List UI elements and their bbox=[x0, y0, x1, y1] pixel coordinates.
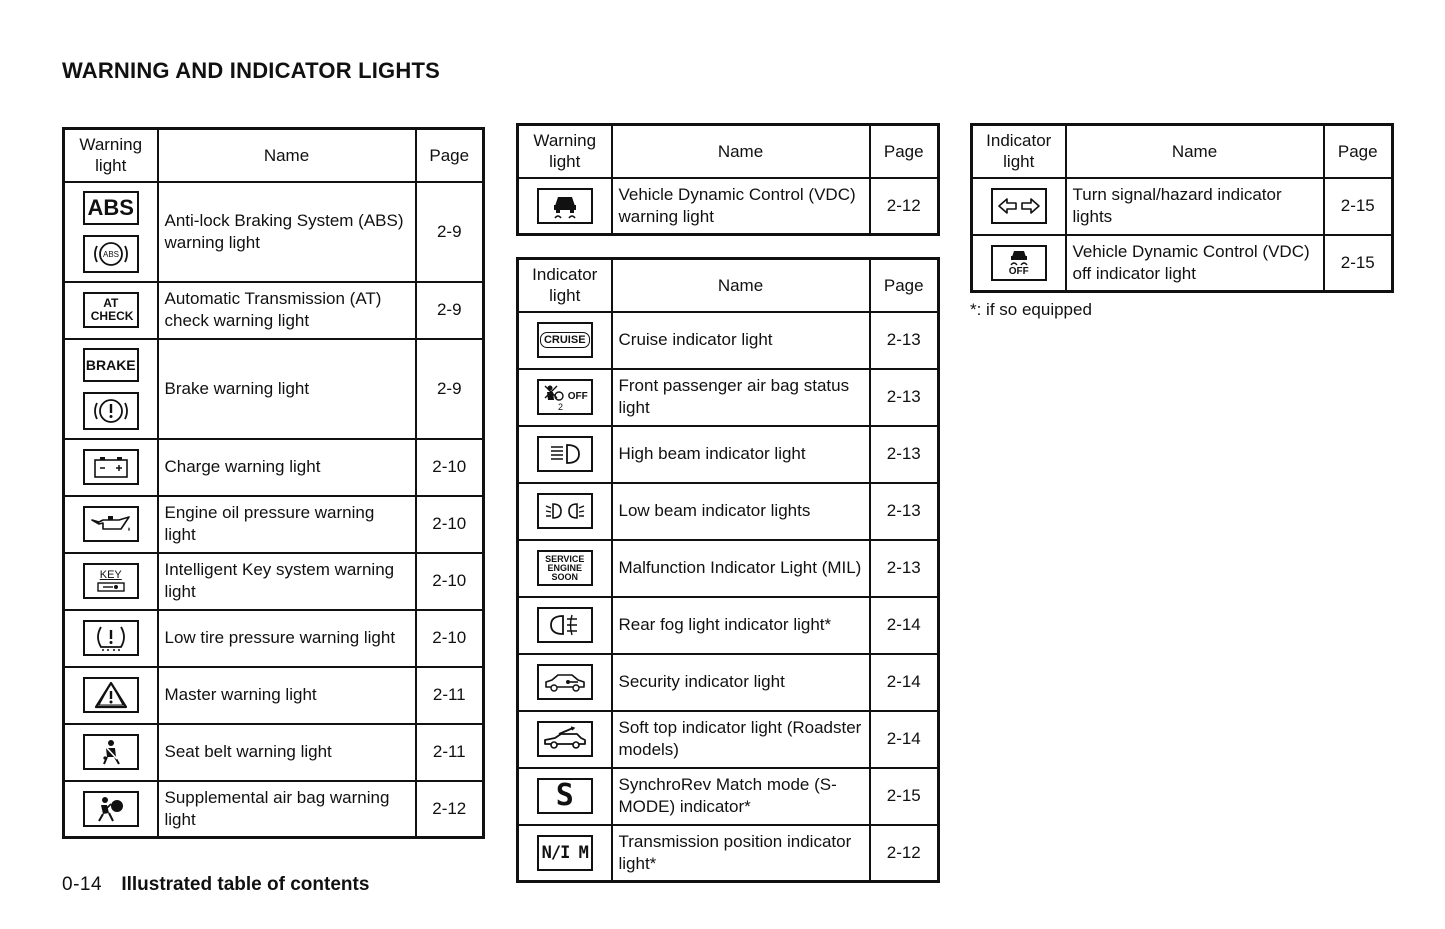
row-page: 2-10 bbox=[416, 553, 484, 610]
s-mode-icon: S bbox=[537, 778, 593, 814]
row-name: Low beam indicator lights bbox=[612, 483, 870, 540]
header-name: Name bbox=[612, 125, 870, 178]
row-name: Seat belt warning light bbox=[158, 724, 416, 781]
row-page: 2-12 bbox=[416, 781, 484, 838]
row-page: 2-9 bbox=[416, 282, 484, 339]
row-name: Intelligent Key system warning light bbox=[158, 553, 416, 610]
table-row bbox=[972, 178, 1393, 235]
table-row bbox=[64, 553, 484, 610]
oil-can-icon bbox=[83, 506, 139, 542]
warning-lights-table bbox=[62, 127, 485, 839]
header-indicator-light: Indicator light bbox=[972, 125, 1066, 178]
row-name: Rear fog light indicator light* bbox=[612, 597, 870, 654]
key-icon: KEY bbox=[83, 563, 139, 599]
row-name: Anti-lock Braking System (ABS) warning light bbox=[158, 182, 416, 282]
turn-signal-icon bbox=[991, 188, 1047, 224]
row-name: Supplemental air bag warning light bbox=[158, 781, 416, 838]
header-warning-light: Warning light bbox=[518, 125, 612, 178]
table-row bbox=[518, 369, 939, 426]
table-row bbox=[64, 182, 484, 282]
row-name: Vehicle Dynamic Control (VDC) warning light bbox=[612, 178, 870, 235]
row-name: Charge warning light bbox=[158, 439, 416, 496]
row-page: 2-11 bbox=[416, 724, 484, 781]
low-beam-icon bbox=[537, 493, 593, 529]
table-header-row bbox=[972, 125, 1393, 178]
transmission-position-icon: N/I M bbox=[537, 835, 593, 871]
row-name: Master warning light bbox=[158, 667, 416, 724]
row-name: Engine oil pressure warning light bbox=[158, 496, 416, 553]
row-name: Turn signal/hazard indicator lights bbox=[1066, 178, 1324, 235]
row-page: 2-13 bbox=[870, 483, 939, 540]
table-row bbox=[64, 496, 484, 553]
service-engine-soon-icon: SERVICE ENGINE SOON bbox=[537, 550, 593, 586]
row-page: 2-9 bbox=[416, 339, 484, 439]
table-row bbox=[518, 483, 939, 540]
table-row bbox=[972, 235, 1393, 292]
row-name: Front passenger air bag status light bbox=[612, 369, 870, 426]
page-number: 0-14 bbox=[62, 874, 103, 895]
row-name: Malfunction Indicator Light (MIL) bbox=[612, 540, 870, 597]
master-warning-icon bbox=[83, 677, 139, 713]
brake-text-icon: BRAKE bbox=[83, 348, 139, 382]
row-page: 2-13 bbox=[870, 369, 939, 426]
page-footer bbox=[62, 874, 369, 896]
row-name: High beam indicator light bbox=[612, 426, 870, 483]
header-page: Page bbox=[1324, 125, 1393, 178]
row-name: Soft top indicator light (Roadster models) bbox=[612, 711, 870, 768]
header-page: Page bbox=[870, 125, 939, 178]
footnote: *: if so equipped bbox=[970, 300, 1092, 319]
indicator-lights-table-2 bbox=[970, 123, 1394, 293]
header-warning-light: Warning light bbox=[64, 129, 158, 182]
row-page: 2-13 bbox=[870, 312, 939, 369]
page-title: WARNING AND INDICATOR LIGHTS bbox=[62, 58, 440, 83]
row-page: 2-11 bbox=[416, 667, 484, 724]
rear-fog-icon bbox=[537, 607, 593, 643]
at-check-icon: AT CHECK bbox=[83, 292, 139, 328]
table-row bbox=[518, 178, 939, 235]
vdc-icon bbox=[537, 188, 593, 224]
row-page: 2-15 bbox=[1324, 178, 1393, 235]
row-name: Security indicator light bbox=[612, 654, 870, 711]
row-page: 2-13 bbox=[870, 540, 939, 597]
row-page: 2-9 bbox=[416, 182, 484, 282]
row-name: Vehicle Dynamic Control (VDC) off indicator light bbox=[1066, 235, 1324, 292]
table-row bbox=[518, 312, 939, 369]
table-header-row bbox=[518, 259, 939, 312]
row-page: 2-14 bbox=[870, 711, 939, 768]
vdc-off-icon: OFF bbox=[991, 245, 1047, 281]
svg-text:2: 2 bbox=[557, 402, 563, 412]
header-name: Name bbox=[612, 259, 870, 312]
seat-belt-icon bbox=[83, 734, 139, 770]
row-name: SynchroRev Match mode (S-MODE) indicator* bbox=[612, 768, 870, 825]
table-row bbox=[64, 282, 484, 339]
row-page: 2-10 bbox=[416, 610, 484, 667]
soft-top-icon bbox=[537, 721, 593, 757]
tire-pressure-icon bbox=[83, 620, 139, 656]
table-row bbox=[64, 781, 484, 838]
row-page: 2-15 bbox=[1324, 235, 1393, 292]
table-row bbox=[64, 439, 484, 496]
row-name: Low tire pressure warning light bbox=[158, 610, 416, 667]
row-name: Automatic Transmission (AT) check warning light bbox=[158, 282, 416, 339]
table-row bbox=[518, 825, 939, 882]
row-page: 2-10 bbox=[416, 439, 484, 496]
table-header-row bbox=[64, 129, 484, 182]
table-row bbox=[64, 724, 484, 781]
vdc-warning-table bbox=[516, 123, 940, 236]
passenger-airbag-off-icon: 2 OFF bbox=[537, 379, 593, 415]
table-row bbox=[518, 768, 939, 825]
security-car-icon bbox=[537, 664, 593, 700]
row-page: 2-15 bbox=[870, 768, 939, 825]
table-row bbox=[518, 597, 939, 654]
table-row bbox=[64, 610, 484, 667]
row-page: 2-13 bbox=[870, 426, 939, 483]
row-name: Brake warning light bbox=[158, 339, 416, 439]
svg-text:ABS: ABS bbox=[102, 249, 119, 259]
row-name: Transmission position indicator light* bbox=[612, 825, 870, 882]
table-row bbox=[518, 654, 939, 711]
high-beam-icon bbox=[537, 436, 593, 472]
table-row bbox=[518, 711, 939, 768]
header-name: Name bbox=[158, 129, 416, 182]
row-name: Cruise indicator light bbox=[612, 312, 870, 369]
header-indicator-light: Indicator light bbox=[518, 259, 612, 312]
battery-icon bbox=[83, 449, 139, 485]
row-page: 2-10 bbox=[416, 496, 484, 553]
row-page: 2-12 bbox=[870, 825, 939, 882]
brake-circle-icon bbox=[83, 392, 139, 430]
header-page: Page bbox=[416, 129, 484, 182]
table-row bbox=[518, 426, 939, 483]
row-page: 2-12 bbox=[870, 178, 939, 235]
row-page: 2-14 bbox=[870, 654, 939, 711]
table-row bbox=[518, 540, 939, 597]
indicator-lights-table bbox=[516, 257, 940, 883]
abs-text-icon: ABS bbox=[83, 191, 139, 225]
header-page: Page bbox=[870, 259, 939, 312]
section-title: Illustrated table of contents bbox=[121, 874, 370, 895]
table-row bbox=[64, 339, 484, 439]
abs-circle-icon bbox=[83, 235, 139, 273]
cruise-icon: CRUISE bbox=[537, 322, 593, 358]
header-name: Name bbox=[1066, 125, 1324, 178]
table-header-row bbox=[518, 125, 939, 178]
table-row bbox=[64, 667, 484, 724]
air-bag-icon bbox=[83, 791, 139, 827]
row-page: 2-14 bbox=[870, 597, 939, 654]
